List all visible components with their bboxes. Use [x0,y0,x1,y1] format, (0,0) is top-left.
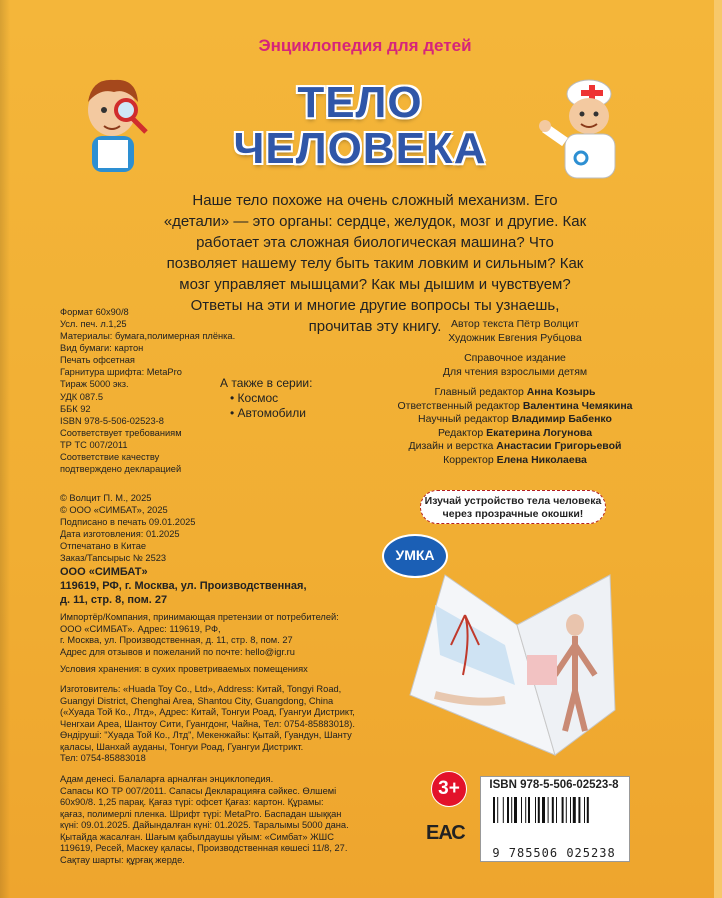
manufacturer-line: Guangyi District, Chenghai Area, Shantou City, Guangdong, China [60,695,334,706]
barcode-bar [542,797,545,823]
importer-block [60,612,390,676]
barcode-bar [584,797,585,823]
also-in-series [220,376,312,421]
barcode-bar [548,797,549,823]
spec-line: Гарнитура шрифта: MetaPro [60,367,182,377]
barcode-bar [578,797,580,823]
barcode-bar [511,797,512,823]
importer-line: Условия хранения: в сухих проветриваемых помещениях [60,664,308,674]
title-line-2: ЧЕЛОВЕКА [233,124,487,173]
science-editor-credit: Научный редактор Владимир Бабенко [418,413,612,425]
importer-line: Импортёр/Компания, принимающая претензии от потребителей: [60,612,339,622]
publisher-block [60,565,380,607]
series-item: • Автомобили [230,406,312,421]
copyright-block [60,492,300,564]
publisher-line: 119619, РФ, г. Москва, ул. Производственная, [60,580,307,592]
proofreader-credit: Корректор Елена Николаева [443,453,587,466]
code-line: ISBN 978-5-506-02523-8 [60,416,164,426]
eac-mark: ЕАС [426,822,465,844]
code-line: Соответствие качеству [60,452,160,462]
barcode-bar [503,797,504,823]
code-line: подтверждено декларацией [60,464,182,474]
kazakh-info-block [60,774,390,866]
barcode-bar [562,797,564,823]
barcode-bar [521,797,522,823]
barcode-bar [507,797,509,823]
series-label: Энциклопедия для детей [258,36,472,55]
manufacturer-line: Өндіруші: "Хуада Той Ко., Лтд", Мекенжайы: Қытай, Гуандун, Шанту [60,730,352,740]
responsible-editor-credit: Ответственный редактор Валентина Чемякина [397,399,633,412]
importer-line: Адрес для отзывов и пожеланий по почте: hello@igr.ru [60,646,295,657]
copyright-line: Отпечатано в Китае [60,541,147,551]
spec-line: Тираж 5000 экз. [60,379,129,389]
spine-shadow [0,0,10,898]
barcode-bar [535,797,536,823]
series-item: • Космос [230,391,312,406]
age-rating-badge: 3+ [431,771,467,807]
barcode-bar [514,797,517,823]
also-in-series-heading: А также в серии: [220,376,313,390]
code-line: Соответствует требованиям [60,428,182,438]
barcode-bar [525,797,526,823]
manufacturer-block [60,684,390,765]
barcode-bar [566,797,567,823]
book-description: Наше тело похоже на очень сложный механизм. Его «детали» — это органы: сердце, желудок, мозг и другие. Как работает эта сложная биологическая машина? Что позволяет нашему телу быть таким ловким и сильным? Как мозг управляет мышцами? Как мы дышим и чувствуем? Ответы на эти и многие другие вопросы ты узнаешь, прочитав эту книгу. [163,192,587,335]
barcode-bar [570,797,571,823]
manufacturer-line: Тел: 0754-85883018 [60,753,146,763]
publisher-line: д. 11, стр. 8, пом. 27 [60,594,168,606]
barcode-bars [493,797,617,823]
barcode-bar [587,797,589,823]
design-credit: Дизайн и верстка Анастасии Григорьевой [408,440,622,452]
copyright-line: © Волцит П. М., 2025 [60,493,152,503]
copyright-line: Подписано в печать 09.01.2025 [60,517,196,527]
editor-credit: Редактор Екатерина Логунова [437,426,593,439]
kazakh-line: Сапасы КО ТР 007/2011. Сапасы Декларацияға сәйкес. Өлшемі [60,785,337,796]
spec-line: Усл. печ. л.1,25 [60,319,127,329]
kazakh-line: күні: 09.01.2025. Дайындалған күні: 01.2025. Таралымы 5000 дана. [60,820,349,830]
audience-note: Для чтения взрослыми детям [442,365,588,378]
manufacturer-line: Ченгхаи Ареа, Шантоу Сити, Гуангдонг, Чайна, Тел: 0754-85883018). [60,718,355,729]
doctor-character-illustration [535,72,635,182]
edition-type: Справочное издание [464,352,566,364]
spec-line: Вид бумаги: картон [60,343,144,353]
kazakh-line: қағаз, полимерлі пленка. Шрифт түрі: MetaPro. Баспадан шыққан [60,808,342,819]
kazakh-line: Сақтау шарты: құрғақ жерде. [60,854,185,865]
barcode-bar [497,797,498,823]
title-line-1: ТЕЛО [297,78,423,127]
kazakh-line: 60x90/8. 1,25 парақ. Қағаз түрі: офсет Қағаз: картон. Құрамы: [60,797,324,807]
boy-character-illustration [70,70,160,180]
barcode-number: 9 785506 025238 [492,846,616,860]
open-book-illustration [405,545,620,760]
credits-block [365,318,665,467]
kazakh-line: Қытайда жасалған. Шағым қабылдаушы үйым: «Симбат» ЖШС [60,831,334,842]
publisher-line: ООО «СИМБАТ» [60,566,148,578]
author-credit: Автор текста Пётр Волцит [451,318,579,330]
manufacturer-line: қаласы, Шанхай ауданы, Тонгуи Роад, Гуангуи Дистрикт. [60,741,304,752]
importer-line: ООО «СИМБАТ». Адрес: 119619, РФ, [60,623,221,634]
code-line: ББК 92 [60,404,91,414]
copyright-line: © ООО «СИМБАТ», 2025 [60,505,168,515]
copyright-line: Заказ/Тапсырыс № 2523 [60,553,167,563]
spec-line: Печать офсетная [60,355,135,365]
manufacturer-line: Изготовитель: «Huada Toy Co., Ltd», Address: Китай, Tongyi Road, [60,684,342,694]
code-line: ТР ТС 007/2011 [60,440,128,450]
barcode-bar [552,797,554,823]
artist-credit: Художник Евгения Рубцова [448,331,582,344]
manufacturer-line: («Хуада Той Ко., Лтд», Адрес: Китай, Тонгуи Роад, Гуангуи Дистрикт, [60,707,355,717]
spec-line: Материалы: бумага,полимерная плёнка. [60,331,236,341]
isbn-label: ISBN 978-5-506-02523-8 [489,779,619,791]
barcode-bar [538,797,540,823]
kazakh-line: Адам денесі. Балаларға арналған энциклопедия. [60,774,274,784]
spec-line: Формат 60x90/8 [60,307,129,317]
copyright-line: Дата изготовления: 01.2025 [60,529,180,539]
barcode-bar [573,797,576,823]
barcode-bar [528,797,530,823]
chief-editor-credit: Главный редактор Анна Козырь [434,386,596,398]
barcode-bar [493,797,495,823]
code-line: УДК 087.5 [60,392,104,402]
barcode-bar [556,797,557,823]
umka-brand-logo: УМКА [382,534,448,578]
kazakh-line: 119619, Ресей, Маскеу қаласы, Производственная көшесі 11/8, 27. [60,843,348,853]
importer-line: г. Москва, ул. Производственная, д. 11, стр. 8, пом. 27 [60,635,293,645]
transparent-windows-callout: Изучай устройство тела человека через прозрачные окошки! [420,490,606,524]
